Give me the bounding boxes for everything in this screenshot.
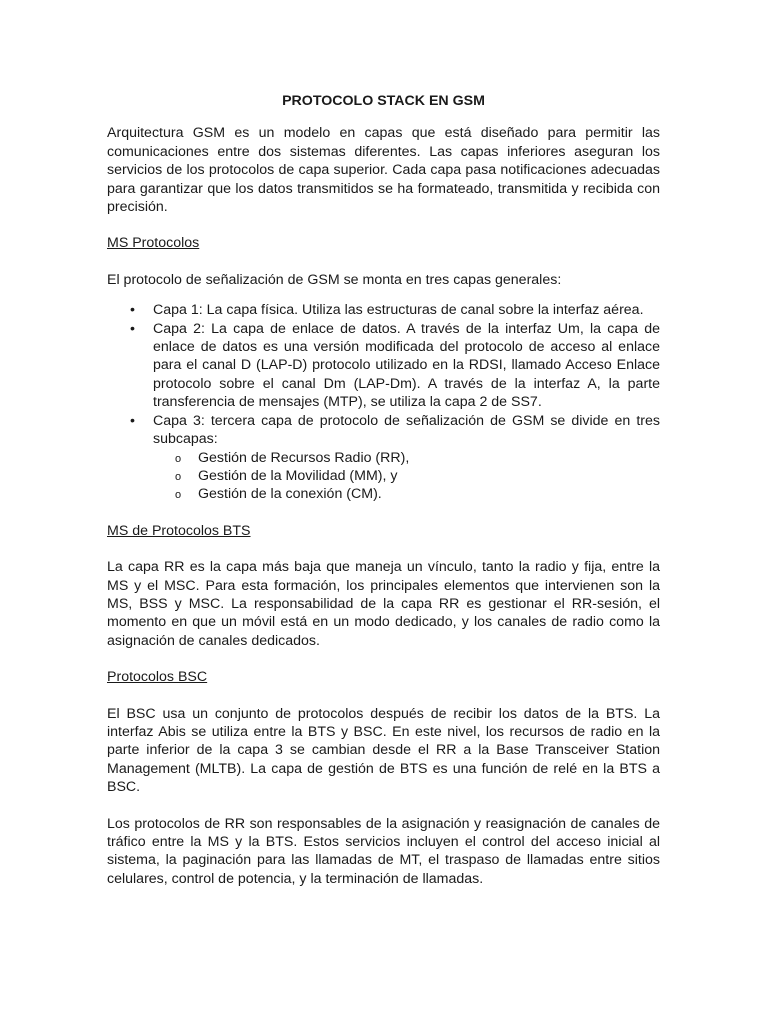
document-title: PROTOCOLO STACK EN GSM xyxy=(282,93,485,109)
section-heading-ms-protocolos-bts: MS de Protocolos BTS xyxy=(107,522,251,539)
ms-intro-paragraph: El protocolo de señalización de GSM se monta en tres capas generales: xyxy=(107,271,562,288)
list-item xyxy=(130,301,660,319)
sub-list-item xyxy=(175,467,660,485)
bullet-icon: • xyxy=(130,412,135,429)
circle-bullet-icon: o xyxy=(175,470,182,483)
circle-bullet-icon: o xyxy=(175,452,182,465)
list-item-text: Capa 1: La capa física. Utiliza las estructuras de canal sobre la interfaz aérea. xyxy=(153,302,644,319)
sub-list-item xyxy=(175,485,660,503)
list-item xyxy=(130,320,660,412)
bsc-paragraph-1: El BSC usa un conjunto de protocolos después de recibir los datos de la BTS. La interfaz Abis se utiliza entre la BTS y BSC. En este nivel, los recursos de radio en la parte inferior de la capa 3 se cambian desde el RR a la Base Transceiver Station Management (MLTB). La capa de gestión de BTS es una función de relé en la BTS a BSC. xyxy=(107,705,660,796)
sub-list-item xyxy=(175,449,660,467)
sub-list-item-text: Gestión de Recursos Radio (RR), xyxy=(198,449,410,466)
list-item xyxy=(130,412,660,504)
section-heading-protocolos-bsc: Protocolos BSC xyxy=(107,669,208,686)
circle-bullet-icon: o xyxy=(175,489,182,502)
layer-list xyxy=(107,301,660,503)
bullet-icon: • xyxy=(130,320,135,337)
bts-paragraph: La capa RR es la capa más baja que maneja un vínculo, tanto la radio y fija, entre la MS y el MSC. Para esta formación, los principales elementos que intervienen son la MS, BSS y MSC. La responsabilidad de la capa RR es gestionar el RR-sesión, el momento en que un móvil está en un modo dedicado, y los canales de radio como la asignación de canales dedicados. xyxy=(107,559,660,649)
document-page xyxy=(107,92,660,906)
sublayer-list xyxy=(153,449,660,504)
sub-list-item-text: Gestión de la Movilidad (MM), y xyxy=(198,467,398,484)
intro-paragraph: Arquitectura GSM es un modelo en capas que está diseñado para permitir las comunicaciones entre dos sistemas diferentes. Las capas inferiores aseguran los servicios de los protocolos de capa superior. Cada capa pasa notificaciones adecuadas para garantizar que los datos transmitidos se ha formateado, transmitida y recibida con precisión. xyxy=(107,125,660,216)
section-heading-ms-protocolos: MS Protocolos xyxy=(107,235,200,252)
list-item-text: Capa 3: tercera capa de protocolo de señalización de GSM se divide en tres subcapas: xyxy=(153,412,660,448)
bullet-icon: • xyxy=(130,302,135,319)
list-item-text: Capa 2: La capa de enlace de datos. A través de la interfaz Um, la capa de enlace de datos es una versión modificada del protocolo de acceso al enlace para el canal D (LAP-D) protocolo utilizado en la RDSI, llamado Acceso Enlace protocolo sobre el canal Dm (LAP-Dm). A través de la interfaz A, la parte transferencia de mensajes (MTP), se utiliza la capa 2 de SS7. xyxy=(153,320,660,411)
bsc-paragraph-2: Los protocolos de RR son responsables de la asignación y reasignación de canales de tráfico entre la MS y la BTS. Estos servicios incluyen el control del acceso inicial al sistema, la paginación para las llamadas de MT, el traspaso de llamadas entre sitios celulares, control de potencia, y la terminación de llamadas. xyxy=(107,815,660,887)
sub-list-item-text: Gestión de la conexión (CM). xyxy=(198,486,382,503)
